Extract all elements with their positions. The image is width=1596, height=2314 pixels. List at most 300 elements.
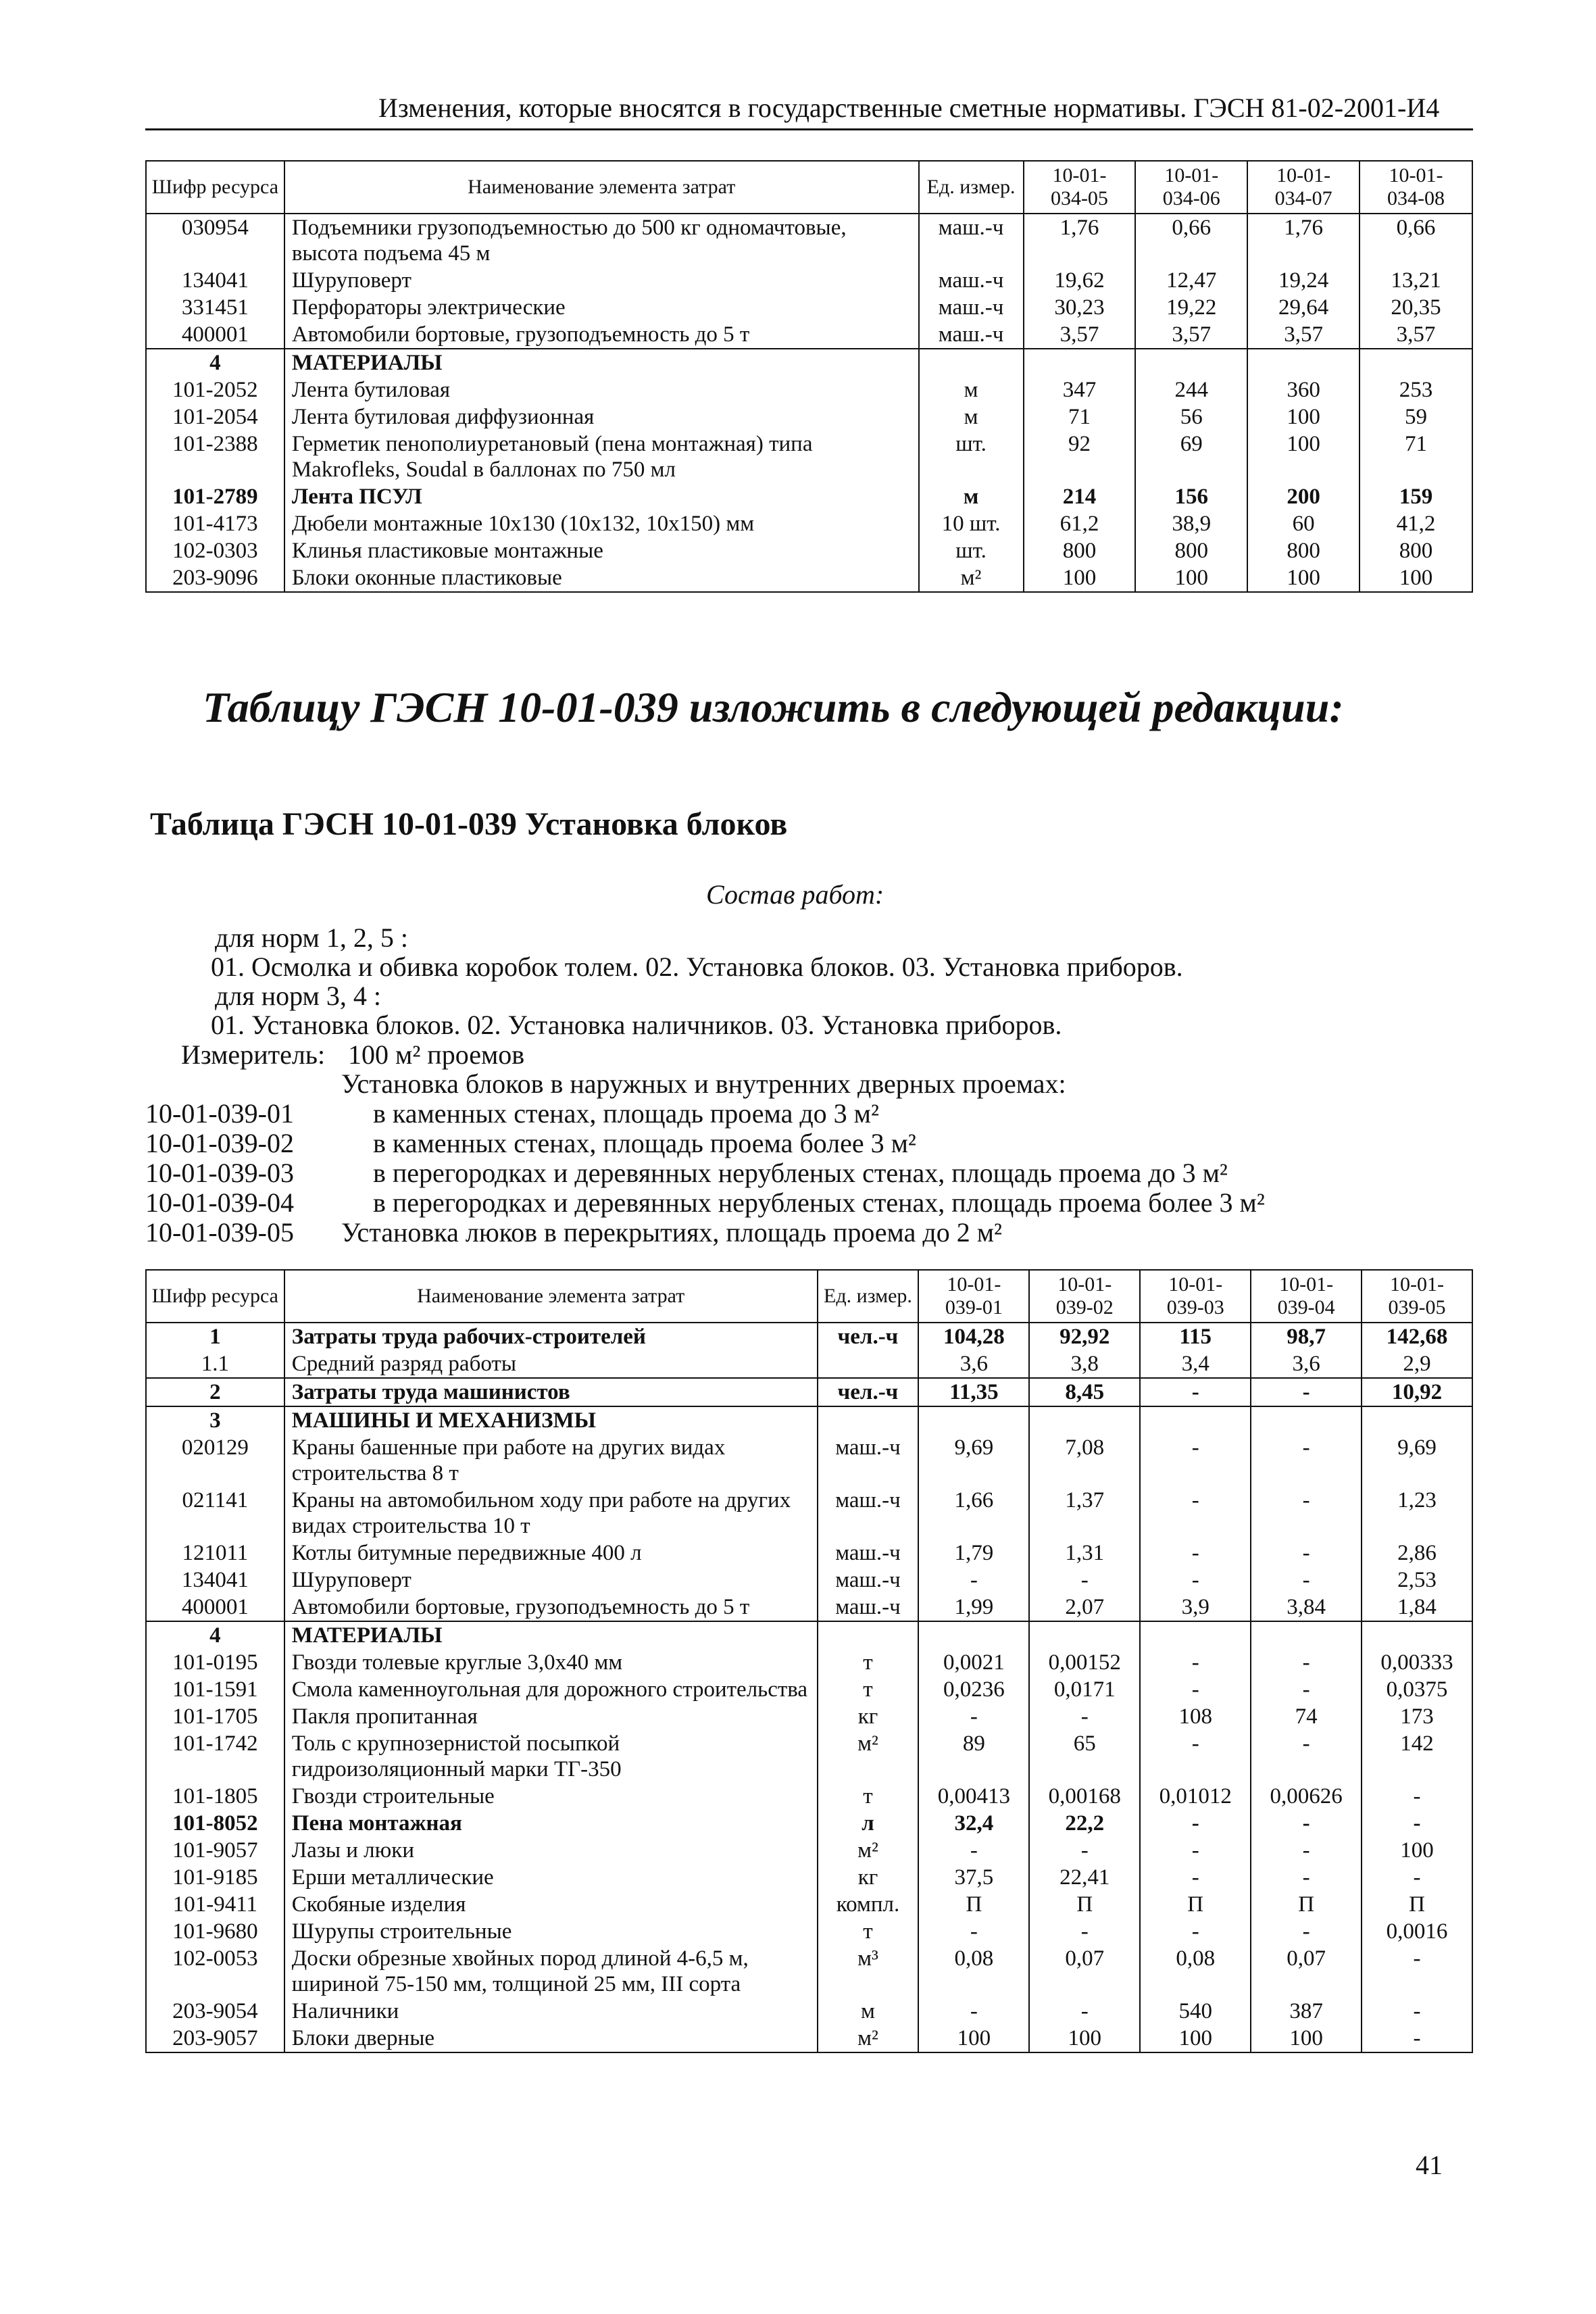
cell-value: - — [1029, 1998, 1140, 2025]
cell-name: Краны башенные при работе на других видах строительства 8 т — [284, 1434, 818, 1487]
column-header-norm: 10-01- 039-02 — [1029, 1270, 1140, 1323]
norm-text: в каменных стенах, площадь проема до 3 м² — [373, 1098, 879, 1129]
cell-unit: 10 шт. — [919, 510, 1024, 537]
cell-unit — [818, 1406, 919, 1434]
cell-name: Перфораторы электрические — [284, 294, 919, 321]
cell-value: 347 — [1024, 376, 1136, 403]
cell-value: - — [1362, 1810, 1472, 1837]
cell-name: МАШИНЫ И МЕХАНИЗМЫ — [284, 1406, 818, 1434]
cell-value: 0,66 — [1360, 214, 1472, 267]
cell-name: Лента бутиловая — [284, 376, 919, 403]
cell-value: 1,37 — [1029, 1487, 1140, 1540]
cell-name: Пена монтажная — [284, 1810, 818, 1837]
table-row — [146, 1649, 1472, 1676]
cell-value: 108 — [1140, 1703, 1251, 1730]
cell-unit: м² — [818, 1837, 919, 1864]
table-row — [146, 510, 1472, 537]
table-row — [146, 267, 1472, 294]
cell-value: - — [1140, 1567, 1251, 1594]
cell-code: 4 — [146, 349, 284, 376]
cell-code: 102-0303 — [146, 537, 284, 564]
cell-value: - — [918, 1703, 1029, 1730]
cell-unit: м — [919, 376, 1024, 403]
composition-line: 01. Установка блоков. 02. Установка наличников. 03. Установка приборов. — [211, 1010, 1062, 1040]
cell-unit: маш.-ч — [919, 214, 1024, 267]
cell-value: 104,28 — [918, 1323, 1029, 1350]
cell-value: - — [1140, 1649, 1251, 1676]
cell-value: 2,86 — [1362, 1540, 1472, 1567]
column-header-norm: 10-01- 034-05 — [1024, 161, 1136, 214]
column-header-norm: 10-01- 034-06 — [1135, 161, 1247, 214]
table-row — [146, 349, 1472, 376]
cell-value: - — [1029, 1567, 1140, 1594]
cell-value: - — [1362, 1998, 1472, 2025]
cell-code: 134041 — [146, 1567, 284, 1594]
cell-name: Затраты труда рабочих-строителей — [284, 1323, 818, 1350]
table-row — [146, 1703, 1472, 1730]
cell-unit: маш.-ч — [818, 1487, 919, 1540]
cell-value: 387 — [1251, 1998, 1362, 2025]
cell-value: 142 — [1362, 1730, 1472, 1783]
cell-value: 56 — [1135, 403, 1247, 430]
column-header-name: Наименование элемента затрат — [284, 161, 919, 214]
column-header-norm: 10-01- 039-04 — [1251, 1270, 1362, 1323]
cell-value: - — [1140, 1378, 1251, 1406]
cell-unit: кг — [818, 1864, 919, 1891]
cell-value: 800 — [1135, 537, 1247, 564]
cell-name: Средний разряд работы — [284, 1350, 818, 1378]
cell-name: Дюбели монтажные 10х130 (10х132, 10х150) мм — [284, 510, 919, 537]
cell-unit: маш.-ч — [919, 321, 1024, 349]
cell-value: - — [1140, 1487, 1251, 1540]
cell-name: Клинья пластиковые монтажные — [284, 537, 919, 564]
cell-unit: л — [818, 1810, 919, 1837]
cell-value: - — [1251, 1378, 1362, 1406]
cell-value: 74 — [1251, 1703, 1362, 1730]
table-row — [146, 1487, 1472, 1540]
cell-unit: м — [919, 483, 1024, 510]
table-row — [146, 483, 1472, 510]
column-header-unit: Ед. измер. — [919, 161, 1024, 214]
cell-value: 3,6 — [1251, 1350, 1362, 1378]
cell-value: 0,0016 — [1362, 1918, 1472, 1945]
cell-code: 020129 — [146, 1434, 284, 1487]
cell-name: Шуруповерт — [284, 267, 919, 294]
cell-unit: шт. — [919, 430, 1024, 483]
norm-code: 10-01-039-03 — [145, 1158, 294, 1188]
cell-value: 2,53 — [1362, 1567, 1472, 1594]
table-row — [146, 537, 1472, 564]
cell-value: - — [1140, 1730, 1251, 1783]
column-header-norm: 10-01- 034-07 — [1247, 161, 1360, 214]
cell-name: Шуруповерт — [284, 1567, 818, 1594]
table-row — [146, 1323, 1472, 1350]
norm-code: 10-01-039-01 — [145, 1098, 294, 1129]
cell-name: Герметик пенополиуретановый (пена монтажная) типа Makrofleks, Soudal в баллонах по 750 мл — [284, 430, 919, 483]
cell-value: 3,57 — [1024, 321, 1136, 349]
cell-code: 101-0195 — [146, 1649, 284, 1676]
cell-value: 200 — [1247, 483, 1360, 510]
cell-value: 69 — [1135, 430, 1247, 483]
cell-value: 1,66 — [918, 1487, 1029, 1540]
cell-value: 92 — [1024, 430, 1136, 483]
cell-value: 12,47 — [1135, 267, 1247, 294]
cell-code: 3 — [146, 1406, 284, 1434]
cell-value: - — [918, 1998, 1029, 2025]
cell-value: - — [1140, 1837, 1251, 1864]
cell-name: Доски обрезные хвойных пород длиной 4-6,5 м, шириной 75-150 мм, толщиной 25 мм, III сорта — [284, 1945, 818, 1998]
cell-value: 0,00152 — [1029, 1649, 1140, 1676]
cell-value: 2,9 — [1362, 1350, 1472, 1378]
cell-value: 100 — [1135, 564, 1247, 592]
cell-value — [1251, 1406, 1362, 1434]
column-header-norm: 10-01- 039-05 — [1362, 1270, 1472, 1323]
cell-value — [1140, 1406, 1251, 1434]
cell-value: - — [918, 1837, 1029, 1864]
cell-name: Блоки оконные пластиковые — [284, 564, 919, 592]
cell-value: 3,84 — [1251, 1594, 1362, 1621]
cell-code: 101-1591 — [146, 1676, 284, 1703]
cell-value: 8,45 — [1029, 1378, 1140, 1406]
table-row — [146, 1567, 1472, 1594]
cell-value: П — [1140, 1891, 1251, 1918]
cell-value: 100 — [918, 2025, 1029, 2052]
table-row — [146, 1434, 1472, 1487]
table-row — [146, 1945, 1472, 1998]
cell-value: 19,62 — [1024, 267, 1136, 294]
cell-value: 61,2 — [1024, 510, 1136, 537]
table-row — [146, 564, 1472, 592]
cell-value: 7,08 — [1029, 1434, 1140, 1487]
cell-value: 0,0236 — [918, 1676, 1029, 1703]
table-row — [146, 403, 1472, 430]
cell-value: 115 — [1140, 1323, 1251, 1350]
cell-value: 173 — [1362, 1703, 1472, 1730]
cell-value: - — [1140, 1540, 1251, 1567]
cell-code: 121011 — [146, 1540, 284, 1567]
cell-unit: м² — [919, 564, 1024, 592]
cell-unit: маш.-ч — [818, 1434, 919, 1487]
cell-value: - — [1251, 1567, 1362, 1594]
table-row — [146, 1810, 1472, 1837]
cell-value: 100 — [1024, 564, 1136, 592]
cell-unit: маш.-ч — [818, 1594, 919, 1621]
cell-value: 100 — [1362, 1837, 1472, 1864]
cell-name: Лента бутиловая диффузионная — [284, 403, 919, 430]
table-row — [146, 1594, 1472, 1621]
cell-unit: кг — [818, 1703, 919, 1730]
cell-value: 37,5 — [918, 1864, 1029, 1891]
cell-value: - — [1251, 1487, 1362, 1540]
cell-value: 156 — [1135, 483, 1247, 510]
norm-code: 10-01-039-04 — [145, 1187, 294, 1218]
cell-value: 29,64 — [1247, 294, 1360, 321]
cell-value: П — [918, 1891, 1029, 1918]
cell-value: 0,08 — [1140, 1945, 1251, 1998]
cell-value: 71 — [1024, 403, 1136, 430]
cell-value: 800 — [1247, 537, 1360, 564]
norm-code: 10-01-039-05 — [145, 1217, 294, 1248]
cell-value: 3,57 — [1247, 321, 1360, 349]
cell-value: 100 — [1247, 403, 1360, 430]
cell-value: 360 — [1247, 376, 1360, 403]
cell-name: Скобяные изделия — [284, 1891, 818, 1918]
cell-code: 101-4173 — [146, 510, 284, 537]
cell-value: 100 — [1247, 430, 1360, 483]
cell-value: 0,00168 — [1029, 1783, 1140, 1810]
cell-value: 30,23 — [1024, 294, 1136, 321]
table-row — [146, 294, 1472, 321]
cell-value: 800 — [1024, 537, 1136, 564]
cell-value: 0,00413 — [918, 1783, 1029, 1810]
cell-value: 100 — [1140, 2025, 1251, 2052]
cell-name: Смола каменноугольная для дорожного строительства — [284, 1676, 818, 1703]
cell-value: 0,01012 — [1140, 1783, 1251, 1810]
table-row — [146, 1783, 1472, 1810]
cell-value: 3,6 — [918, 1350, 1029, 1378]
table-row — [146, 1676, 1472, 1703]
cell-value: 0,07 — [1029, 1945, 1140, 1998]
norm-text: в перегородках и деревянных нерубленых стенах, площадь проема до 3 м² — [373, 1158, 1228, 1188]
cell-unit: м² — [818, 1730, 919, 1783]
cell-name: Гвозди строительные — [284, 1783, 818, 1810]
cell-unit: маш.-ч — [919, 294, 1024, 321]
cell-value: 100 — [1360, 564, 1472, 592]
cell-value: - — [1251, 1540, 1362, 1567]
cell-unit: м² — [818, 2025, 919, 2052]
cell-code: 101-9057 — [146, 1837, 284, 1864]
cell-unit — [818, 1621, 919, 1649]
cell-code: 1.1 — [146, 1350, 284, 1378]
cell-code: 101-2054 — [146, 403, 284, 430]
measure-label: Измеритель: — [181, 1039, 326, 1070]
cell-value: 10,92 — [1362, 1378, 1472, 1406]
table-row — [146, 214, 1472, 267]
cell-unit: м — [818, 1998, 919, 2025]
cell-unit: т — [818, 1783, 919, 1810]
cell-code: 331451 — [146, 294, 284, 321]
cell-value: 100 — [1251, 2025, 1362, 2052]
cell-code: 203-9057 — [146, 2025, 284, 2052]
cell-value: 253 — [1360, 376, 1472, 403]
cell-value: 244 — [1135, 376, 1247, 403]
table-row — [146, 376, 1472, 403]
cell-value: 0,08 — [918, 1945, 1029, 1998]
cell-value: - — [1140, 1810, 1251, 1837]
column-header-norm: 10-01- 039-01 — [918, 1270, 1029, 1323]
cell-value: 0,00626 — [1251, 1783, 1362, 1810]
cell-value: - — [1362, 2025, 1472, 2052]
cell-code: 101-1805 — [146, 1783, 284, 1810]
cell-code: 101-9411 — [146, 1891, 284, 1918]
table-row — [146, 1837, 1472, 1864]
cell-value — [1135, 349, 1247, 376]
cell-value: 60 — [1247, 510, 1360, 537]
cell-name: МАТЕРИАЛЫ — [284, 349, 919, 376]
cell-name: Толь с крупнозернистой посыпкой гидроизоляционный марки ТГ-350 — [284, 1730, 818, 1783]
cell-code: 101-2388 — [146, 430, 284, 483]
measure-value: 100 м² проемов — [348, 1039, 525, 1070]
cell-value: 41,2 — [1360, 510, 1472, 537]
cell-value: 38,9 — [1135, 510, 1247, 537]
cell-value — [1251, 1621, 1362, 1649]
column-header-norm: 10-01- 034-08 — [1360, 161, 1472, 214]
cell-value — [1362, 1406, 1472, 1434]
cell-code: 101-2789 — [146, 483, 284, 510]
page-number: 41 — [1416, 2150, 1443, 2180]
cell-name: Блоки дверные — [284, 2025, 818, 2052]
cell-value: 20,35 — [1360, 294, 1472, 321]
cell-code: 1 — [146, 1323, 284, 1350]
cell-value — [1247, 349, 1360, 376]
resource-table-039 — [145, 1269, 1473, 2053]
cell-value: 800 — [1360, 537, 1472, 564]
cell-value: 0,66 — [1135, 214, 1247, 267]
table-row — [146, 1378, 1472, 1406]
cell-unit: шт. — [919, 537, 1024, 564]
cell-value: 1,31 — [1029, 1540, 1140, 1567]
cell-value — [918, 1406, 1029, 1434]
cell-value: 13,21 — [1360, 267, 1472, 294]
cell-value: - — [1251, 1649, 1362, 1676]
cell-name: Краны на автомобильном ходу при работе на других видах строительства 10 т — [284, 1487, 818, 1540]
cell-value: - — [1251, 1810, 1362, 1837]
composition-line: 01. Осмолка и обивка коробок толем. 02. Установка блоков. 03. Установка приборов. — [211, 952, 1183, 982]
cell-value: 0,00333 — [1362, 1649, 1472, 1676]
composition-line: для норм 1, 2, 5 : — [215, 922, 408, 953]
cell-value: - — [1029, 1918, 1140, 1945]
cell-value: - — [1251, 1837, 1362, 1864]
cell-value: 1,79 — [918, 1540, 1029, 1567]
cell-value — [1360, 349, 1472, 376]
cell-code: 101-9185 — [146, 1864, 284, 1891]
cell-value: 540 — [1140, 1998, 1251, 2025]
table-row — [146, 1621, 1472, 1649]
composition-heading: Состав работ: — [706, 879, 884, 910]
cell-value: 142,68 — [1362, 1323, 1472, 1350]
norm-text: Установка люков в перекрытиях, площадь проема до 2 м² — [341, 1217, 1003, 1248]
group-heading: Установка блоков в наружных и внутренних дверных проемах: — [341, 1068, 1066, 1099]
cell-code: 400001 — [146, 1594, 284, 1621]
resource-table-034 — [145, 160, 1473, 593]
cell-name: Наличники — [284, 1998, 818, 2025]
cell-value: - — [1251, 1434, 1362, 1487]
cell-name: Автомобили бортовые, грузоподъемность до 5 т — [284, 321, 919, 349]
norm-text: в перегородках и деревянных нерубленых стенах, площадь проема более 3 м² — [373, 1187, 1265, 1218]
cell-value: - — [1140, 1676, 1251, 1703]
cell-value: 98,7 — [1251, 1323, 1362, 1350]
cell-code: 030954 — [146, 214, 284, 267]
cell-unit: м — [919, 403, 1024, 430]
cell-value: 3,57 — [1360, 321, 1472, 349]
cell-value: П — [1251, 1891, 1362, 1918]
cell-value: 22,2 — [1029, 1810, 1140, 1837]
cell-name: Шурупы строительные — [284, 1918, 818, 1945]
cell-value — [1029, 1406, 1140, 1434]
cell-name: МАТЕРИАЛЫ — [284, 1621, 818, 1649]
cell-value: 2,07 — [1029, 1594, 1140, 1621]
table-header-row — [146, 161, 1472, 214]
cell-value: 3,57 — [1135, 321, 1247, 349]
cell-value: 11,35 — [918, 1378, 1029, 1406]
cell-name: Лазы и люки — [284, 1837, 818, 1864]
cell-unit: т — [818, 1676, 919, 1703]
column-header-code: Шифр ресурса — [146, 1270, 284, 1323]
header-rule — [145, 128, 1473, 130]
cell-value: 3,8 — [1029, 1350, 1140, 1378]
cell-value: - — [1029, 1703, 1140, 1730]
cell-value: 22,41 — [1029, 1864, 1140, 1891]
cell-code: 102-0053 — [146, 1945, 284, 1998]
cell-name: Автомобили бортовые, грузоподъемность до 5 т — [284, 1594, 818, 1621]
cell-value: 3,9 — [1140, 1594, 1251, 1621]
cell-value: П — [1029, 1891, 1140, 1918]
cell-code: 101-1742 — [146, 1730, 284, 1783]
cell-value — [1024, 349, 1136, 376]
cell-code: 021141 — [146, 1487, 284, 1540]
column-header-norm: 10-01- 039-03 — [1140, 1270, 1251, 1323]
cell-value: 1,99 — [918, 1594, 1029, 1621]
norm-code: 10-01-039-02 — [145, 1128, 294, 1158]
cell-value: 1,84 — [1362, 1594, 1472, 1621]
cell-value: - — [1251, 1864, 1362, 1891]
cell-value — [1140, 1621, 1251, 1649]
cell-unit: чел.-ч — [818, 1323, 919, 1350]
cell-value: 100 — [1247, 564, 1360, 592]
cell-value: 0,0021 — [918, 1649, 1029, 1676]
cell-value: - — [1362, 1945, 1472, 1998]
cell-code: 101-1705 — [146, 1703, 284, 1730]
cell-value: 3,4 — [1140, 1350, 1251, 1378]
table-header-row — [146, 1270, 1472, 1323]
cell-value: П — [1362, 1891, 1472, 1918]
column-header-code: Шифр ресурса — [146, 161, 284, 214]
running-header: Изменения, которые вносятся в государственные сметные нормативы. ГЭСН 81-02-2001-И4 — [378, 93, 1440, 123]
cell-unit — [818, 1350, 919, 1378]
cell-value: 32,4 — [918, 1810, 1029, 1837]
table-row — [146, 2025, 1472, 2052]
table-row — [146, 1406, 1472, 1434]
cell-value: 19,24 — [1247, 267, 1360, 294]
cell-name: Подъемники грузоподъемностью до 500 кг одномачтовые, высота подъема 45 м — [284, 214, 919, 267]
cell-value: 92,92 — [1029, 1323, 1140, 1350]
cell-name: Пакля пропитанная — [284, 1703, 818, 1730]
cell-value: - — [1251, 1730, 1362, 1783]
cell-value: - — [1251, 1918, 1362, 1945]
cell-unit: чел.-ч — [818, 1378, 919, 1406]
cell-value: - — [1140, 1434, 1251, 1487]
cell-name: Затраты труда машинистов — [284, 1378, 818, 1406]
cell-value: - — [1362, 1783, 1472, 1810]
table-row — [146, 1730, 1472, 1783]
cell-unit: компл. — [818, 1891, 919, 1918]
cell-value: 19,22 — [1135, 294, 1247, 321]
cell-value: - — [918, 1918, 1029, 1945]
cell-value — [918, 1621, 1029, 1649]
cell-value: 214 — [1024, 483, 1136, 510]
table-row — [146, 1350, 1472, 1378]
norm-text: в каменных стенах, площадь проема более 3 м² — [373, 1128, 916, 1158]
cell-value: 100 — [1029, 2025, 1140, 2052]
cell-unit: т — [818, 1649, 919, 1676]
cell-value: 65 — [1029, 1730, 1140, 1783]
cell-value: 1,76 — [1247, 214, 1360, 267]
cell-code: 2 — [146, 1378, 284, 1406]
cell-value: 1,76 — [1024, 214, 1136, 267]
cell-unit: т — [818, 1918, 919, 1945]
cell-value: 71 — [1360, 430, 1472, 483]
cell-code: 400001 — [146, 321, 284, 349]
